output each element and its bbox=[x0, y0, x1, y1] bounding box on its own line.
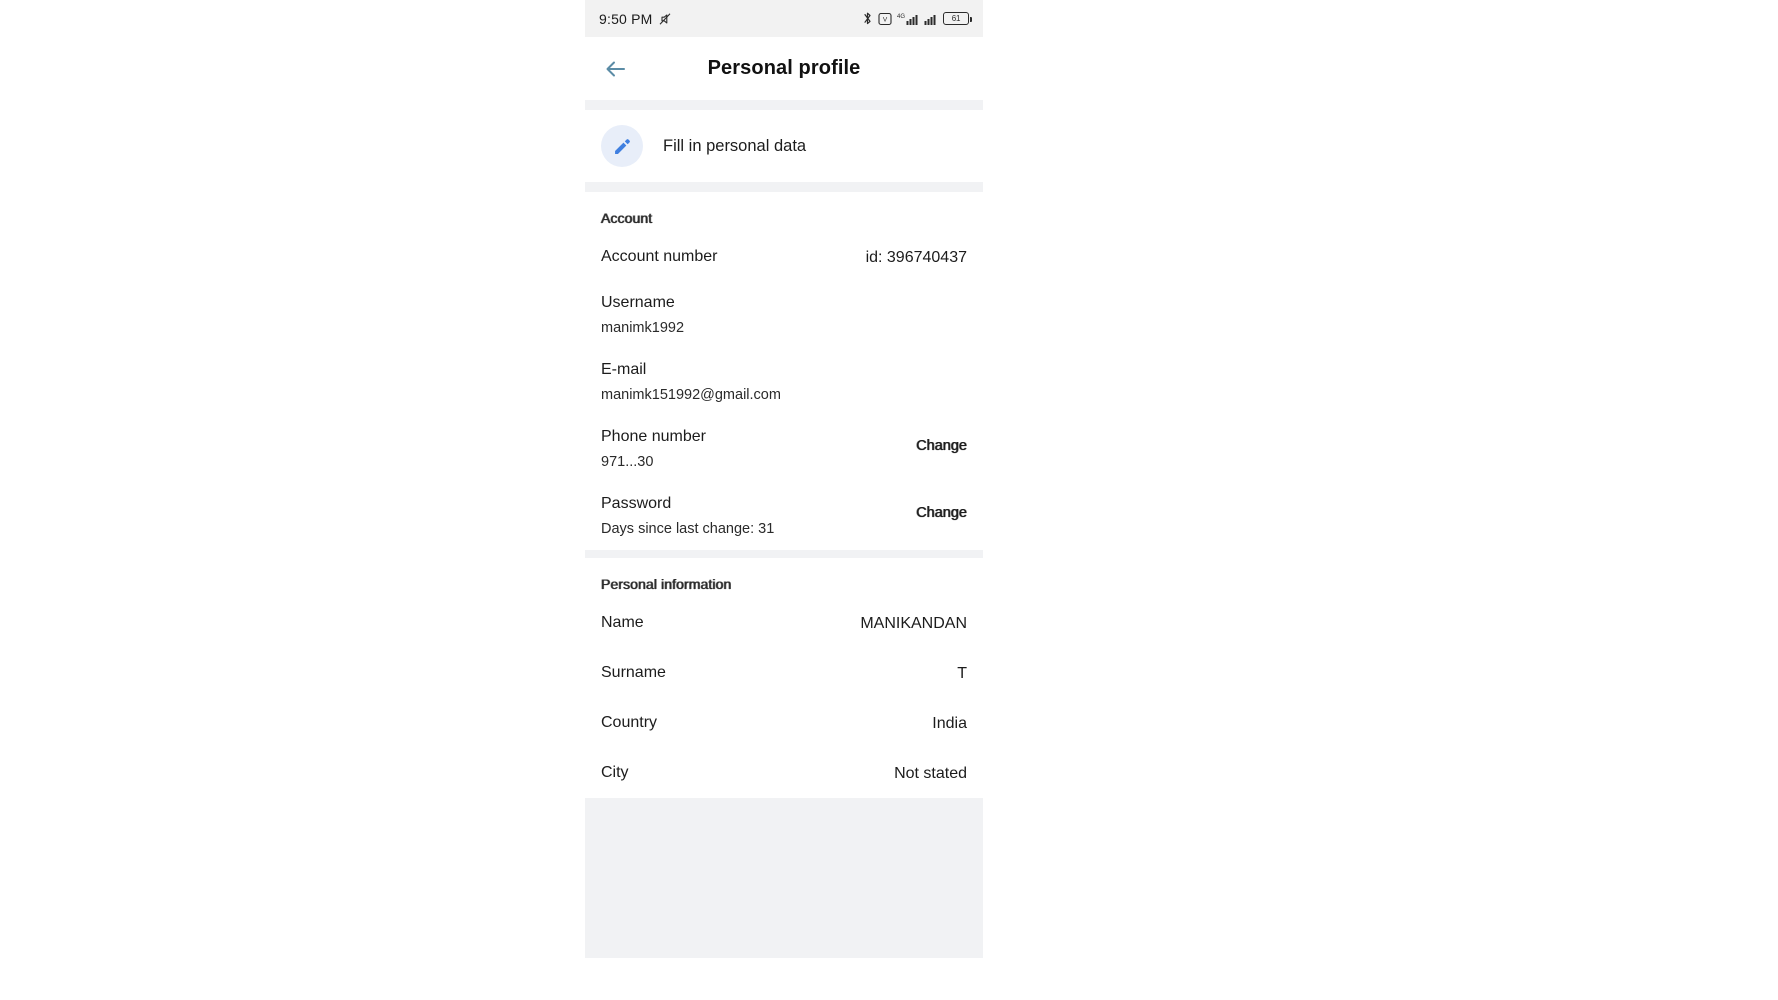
row-value: MANIKANDAN bbox=[860, 614, 967, 632]
row-subvalue: manimk151992@gmail.com bbox=[601, 387, 781, 403]
row-surname[interactable] bbox=[585, 648, 983, 698]
row-label: City bbox=[601, 764, 629, 781]
personal-information-list bbox=[585, 598, 983, 798]
row-phone-number[interactable] bbox=[585, 416, 983, 483]
row-label: Password bbox=[601, 495, 672, 512]
status-time: 9:50 PM bbox=[599, 10, 653, 27]
change-phone-button[interactable]: Change bbox=[916, 438, 967, 454]
row-value: T bbox=[957, 664, 967, 682]
row-name[interactable] bbox=[585, 598, 983, 648]
signal-bars-icon bbox=[924, 12, 938, 26]
divider-top bbox=[585, 100, 983, 110]
row-main bbox=[601, 426, 706, 473]
back-arrow-icon[interactable] bbox=[601, 54, 631, 84]
row-subvalue: Days since last change: 31 bbox=[601, 521, 775, 537]
svg-text:V: V bbox=[882, 16, 888, 24]
personal-information-section-header: Personal information bbox=[601, 576, 732, 592]
row-label: Phone number bbox=[601, 428, 706, 445]
fill-personal-data-row[interactable] bbox=[585, 110, 983, 182]
fill-personal-data-label: Fill in personal data bbox=[663, 136, 807, 155]
pencil-edit-icon bbox=[601, 125, 643, 167]
row-label: Surname bbox=[601, 664, 666, 681]
status-bar bbox=[585, 0, 983, 37]
status-bar-right bbox=[862, 11, 969, 26]
account-section-header: Account bbox=[601, 210, 653, 226]
svg-text:4G: 4G bbox=[897, 13, 906, 20]
row-value: Not stated bbox=[894, 764, 967, 782]
signal-4g-icon bbox=[897, 12, 919, 26]
bottom-filler bbox=[585, 798, 983, 958]
bluetooth-icon bbox=[862, 11, 873, 26]
status-bar-left bbox=[599, 11, 672, 27]
row-label: Account number bbox=[601, 248, 718, 265]
row-main bbox=[601, 493, 774, 540]
divider-personal-info bbox=[585, 550, 983, 558]
change-password-button[interactable]: Change bbox=[916, 505, 967, 521]
divider-account bbox=[585, 182, 983, 192]
app-bar bbox=[585, 37, 983, 100]
row-main bbox=[601, 359, 781, 406]
mute-icon bbox=[658, 12, 672, 26]
row-subvalue: manimk1992 bbox=[601, 320, 685, 336]
battery-icon bbox=[943, 12, 969, 25]
account-list bbox=[585, 232, 983, 550]
row-country[interactable] bbox=[585, 698, 983, 748]
row-label: E-mail bbox=[601, 361, 647, 378]
row-password[interactable] bbox=[585, 483, 983, 550]
vpn-icon bbox=[878, 12, 892, 26]
row-account-number[interactable] bbox=[585, 232, 983, 282]
row-main bbox=[601, 292, 684, 339]
row-label: Name bbox=[601, 614, 644, 631]
row-username[interactable] bbox=[585, 282, 983, 349]
row-value: id: 396740437 bbox=[865, 248, 967, 266]
row-subvalue: 971...30 bbox=[601, 454, 654, 470]
row-label: Username bbox=[601, 294, 675, 311]
row-label: Country bbox=[601, 714, 658, 731]
row-email[interactable] bbox=[585, 349, 983, 416]
row-value: India bbox=[932, 714, 967, 732]
battery-level: 61 bbox=[951, 14, 961, 23]
phone-screen bbox=[585, 0, 983, 1000]
row-city[interactable] bbox=[585, 748, 983, 798]
page-title: Personal profile bbox=[707, 57, 861, 79]
